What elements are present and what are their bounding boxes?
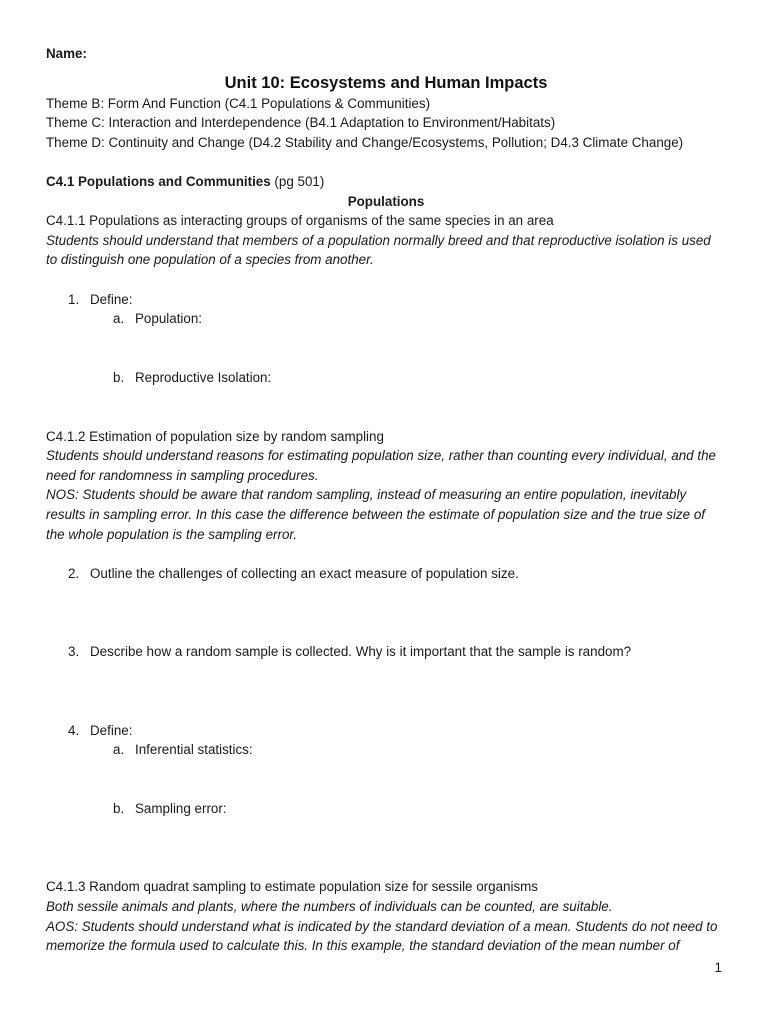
question-text: Define: (90, 291, 133, 307)
subquestion-text: Sampling error: (135, 801, 227, 816)
section-heading-page-ref: (pg 501) (270, 173, 325, 189)
section-heading-bold: C4.1 Populations and Communities (46, 173, 271, 189)
subquestion-letter: a. (113, 742, 125, 758)
question-text: Outline the challenges of collecting an exact measure of population size. (90, 565, 519, 581)
question-4b (46, 799, 726, 819)
topic-note-line: NOS: Students should be aware that random sampling, instead of measuring an entire population, inevitably (46, 487, 687, 503)
subquestion-letter: b. (113, 369, 125, 385)
question-1 (46, 290, 726, 310)
topic-note-line: memorize the formula used to calculate this. In this example, the standard deviation of the mean number of (46, 938, 680, 954)
theme-line: Theme C: Interaction and Interdependence (B4.1 Adaptation to Environment/Habitats) (46, 115, 556, 131)
page-number: 1 (714, 960, 722, 975)
subquestion-text: Inferential statistics: (135, 742, 253, 758)
question-4a (46, 740, 726, 760)
topic-note-line: Students should understand reasons for estimating population size, rather than counting every individual, and the (46, 448, 716, 464)
subquestion-text: Population: (135, 311, 203, 327)
question-number: 3. (68, 644, 80, 660)
name-label: Name: (46, 46, 87, 61)
worksheet-page (46, 44, 726, 956)
topic-note-line: Students should understand that members of a population normally breed and that reproductive isolation is used (46, 232, 711, 248)
question-number: 1. (68, 291, 80, 307)
topic-note-line: need for randomness in sampling procedures. (46, 467, 319, 483)
page-title: Unit 10: Ecosystems and Human Impacts (224, 73, 548, 92)
theme-line: Theme B: Form And Function (C4.1 Populations & Communities) (46, 95, 431, 111)
theme-line: Theme D: Continuity and Change (D4.2 Stability and Change/Ecosystems, Pollution; D4.3 Climate Change) (46, 134, 684, 150)
question-number: 2. (68, 565, 80, 581)
topic-note-line: the whole population is the sampling error. (46, 526, 298, 542)
subquestion-text: Reproductive Isolation: (135, 369, 272, 385)
question-text: Describe how a random sample is collected. Why is it important that the sample is random? (90, 644, 632, 660)
question-3 (46, 642, 726, 662)
topic-note-line: results in sampling error. In this case the difference between the estimate of population size and the true size of (46, 507, 705, 523)
subquestion-letter: a. (113, 311, 125, 327)
topic-title: C4.1.3 Random quadrat sampling to estimate population size for sessile organisms (46, 879, 538, 895)
question-4 (46, 721, 726, 741)
topic-note-line: to distinguish one population of a species from another. (46, 252, 374, 268)
question-1b (46, 368, 726, 388)
section-heading (46, 172, 726, 192)
topic-title: C4.1.1 Populations as interacting groups of organisms of the same species in an area (46, 213, 554, 229)
section-subheading: Populations (347, 193, 425, 209)
topic-title: C4.1.2 Estimation of population size by random sampling (46, 428, 384, 444)
question-2 (46, 564, 726, 584)
subquestion-letter: b. (113, 801, 125, 816)
question-1a (46, 309, 726, 329)
topic-note-line: Both sessile animals and plants, where the numbers of individuals can be counted, are suitable. (46, 898, 613, 914)
question-number: 4. (68, 722, 80, 738)
topic-note-line: AOS: Students should understand what is indicated by the standard deviation of a mean. Students do not need to (46, 918, 718, 934)
question-text: Define: (90, 722, 133, 738)
